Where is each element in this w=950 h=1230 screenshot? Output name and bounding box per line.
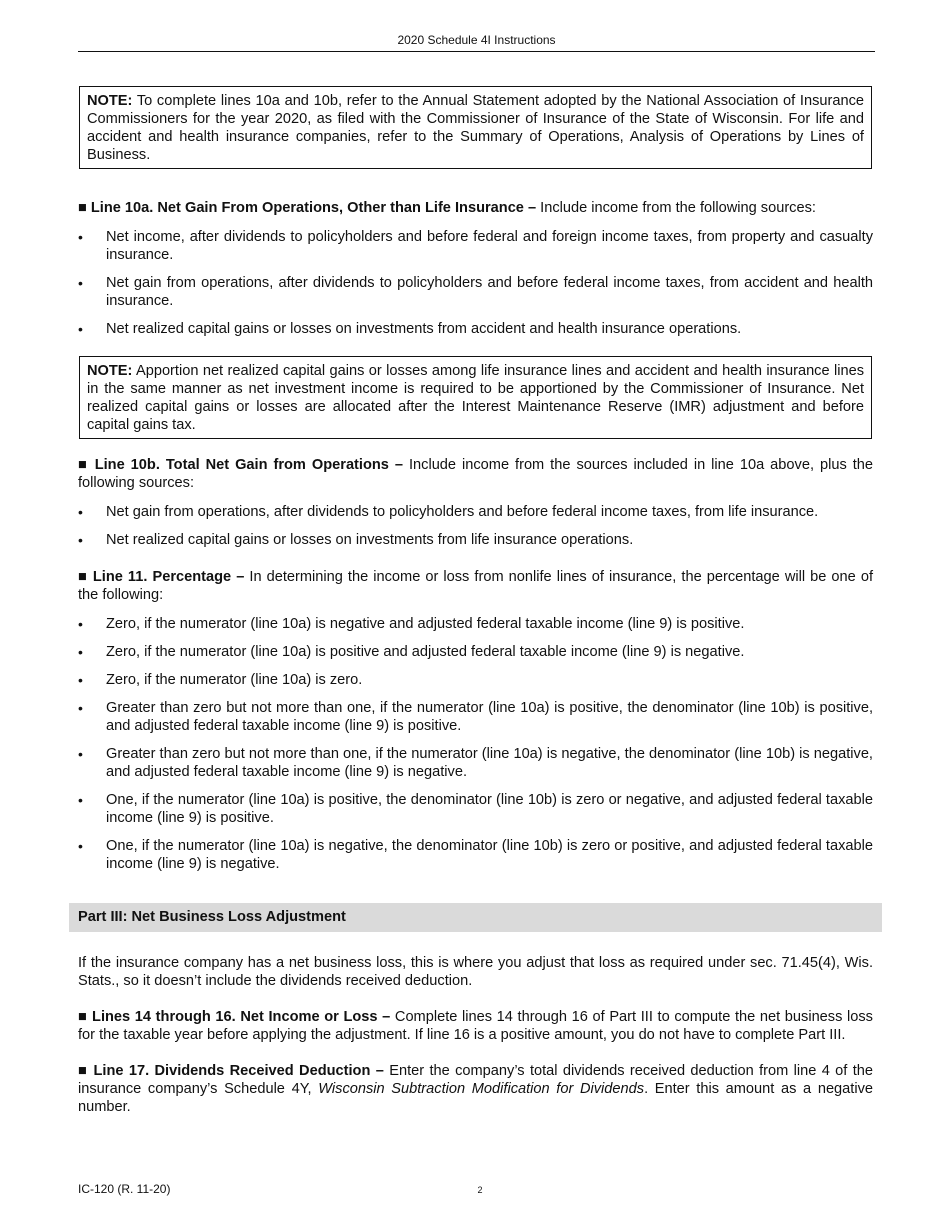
page-header: 2020 Schedule 4I Instructions: [397, 33, 556, 47]
list-item: • Greater than zero but not more than one, if the numerator (line 10a) is negative, the denominator (line 10b) is negative, and adjusted federal taxable income (line 9) is negative.: [78, 746, 873, 780]
bullet-icon: •: [78, 644, 83, 660]
list-item: • Net gain from operations, after dividends to policyholders and before federal income taxes, from accident and health insurance.: [78, 275, 873, 309]
section-marker: ■: [78, 1009, 88, 1025]
line-10a-instruction: [78, 199, 873, 217]
form-id: IC-120 (R. 11-20): [78, 1182, 171, 1196]
line-10b-instruction: [78, 456, 873, 492]
note-text: Apportion net realized capital gains or losses among life insurance lines and accident and health insurance lines in the same manner as net investment income is required to be apportioned by the Commissioner of Insurance. Net realized capital gains or losses are allocated after the Interest Maintenance Reserve (IMR) adjustment and before capital gains tax.: [87, 363, 864, 433]
lines-14-16-instruction: [78, 1008, 873, 1044]
lines-14-16-title: Lines 14 through 16. Net Income or Loss –: [87, 1009, 391, 1025]
list-item: • Zero, if the numerator (line 10a) is positive and adjusted federal taxable income (line 9) is negative.: [78, 644, 745, 660]
line-11-instruction: [78, 568, 873, 604]
line-11-text: In determining the income or loss from nonlife lines of insurance, the percentage will be one of the following:: [78, 569, 873, 603]
bullet-icon: •: [78, 504, 83, 520]
page-content: [78, 86, 873, 1116]
header-rule: [78, 51, 875, 52]
line-10a-title: Line 10a. Net Gain From Operations, Other than Life Insurance –: [86, 200, 537, 216]
line-17-title: Line 17. Dividends Received Deduction –: [88, 1063, 384, 1079]
note-label: NOTE:: [87, 93, 133, 109]
note-label: NOTE:: [87, 363, 133, 379]
list-item: • Zero, if the numerator (line 10a) is negative and adjusted federal taxable income (line 9) is positive.: [78, 616, 745, 632]
line-10a-text: Include income from the following sources:: [536, 200, 816, 216]
bullet-icon: •: [78, 792, 83, 808]
section-marker: ■: [78, 200, 87, 216]
note-box-lines-10a-10b: [79, 86, 872, 169]
part-iii-heading: Part III: Net Business Loss Adjustment: [69, 903, 882, 932]
line-11-title: Line 11. Percentage –: [87, 569, 245, 585]
bullet-icon: •: [78, 321, 83, 337]
bullet-icon: •: [78, 229, 83, 245]
note-text: To complete lines 10a and 10b, refer to the Annual Statement adopted by the National Association of Insurance Commissioners for the year 2020, as filed with the Commissioner of Insurance of the State of Wisconsin. For life and accident and health insurance companies, refer to the Summary of Operations, Analysis of Operations by Lines of Business.: [87, 93, 864, 163]
bullet-icon: •: [78, 532, 83, 548]
list-item: • One, if the numerator (line 10a) is positive, the denominator (line 10b) is zero or negative, and adjusted federal taxable income (line 9) is positive.: [78, 792, 873, 826]
bullet-icon: •: [78, 616, 83, 632]
bullet-icon: •: [78, 672, 83, 688]
bullet-icon: •: [78, 838, 83, 854]
section-marker: ■: [78, 569, 88, 585]
line-10b-title: Line 10b. Total Net Gain from Operations –: [88, 457, 404, 473]
note-box-capital-gains: [79, 356, 872, 439]
page-number: 2: [477, 1185, 483, 1195]
line-17-instruction: [78, 1062, 873, 1116]
bullet-icon: •: [78, 746, 83, 762]
bullet-icon: •: [78, 275, 83, 291]
section-marker: ■: [78, 457, 89, 473]
list-item: • Net realized capital gains or losses on investments from accident and health insurance operations.: [78, 321, 742, 337]
line-17-text: Enter the company’s total dividends received deduction from line 4 of the insurance company’s Schedule 4Y,: [78, 1063, 873, 1097]
lines-14-16-text: Complete lines 14 through 16 of Part III to compute the net business loss for the taxable year before applying the adjustment. If line 16 is a positive amount, you do not have to complete Part III.: [78, 1009, 873, 1043]
list-item: • Net income, after dividends to policyholders and before federal and foreign income taxes, from property and casualty insurance.: [78, 229, 873, 263]
line-11-bullet-list: [78, 615, 873, 873]
list-item: • One, if the numerator (line 10a) is negative, the denominator (line 10b) is zero or positive, and adjusted federal taxable income (line 9) is negative.: [78, 838, 873, 872]
list-item: • Greater than zero but not more than one, if the numerator (line 10a) is positive, the denominator (line 10b) is positive, and adjusted federal taxable income (line 9) is positive.: [78, 700, 873, 734]
bullet-icon: •: [78, 700, 83, 716]
list-item: • Zero, if the numerator (line 10a) is zero.: [78, 672, 363, 688]
list-item: • Net gain from operations, after dividends to policyholders and before federal income taxes, from life insurance.: [78, 504, 819, 520]
line-10b-text: Include income from the sources included in line 10a above, plus the following sources:: [78, 457, 873, 491]
section-marker: ■: [78, 1063, 89, 1079]
line-17-text-end: . Enter this amount as a negative number.: [78, 1081, 874, 1115]
list-item: • Net realized capital gains or losses on investments from life insurance operations.: [78, 532, 634, 548]
line-17-schedule-title: Wisconsin Subtraction Modification for Dividends: [318, 1081, 645, 1097]
line-10a-bullet-list: [78, 228, 873, 338]
part-iii-intro: If the insurance company has a net business loss, this is where you adjust that loss as required under sec. 71.45(4), Wis. Stats., so it doesn’t include the dividends received deduction.: [78, 955, 873, 989]
line-10b-bullet-list: [78, 503, 873, 549]
